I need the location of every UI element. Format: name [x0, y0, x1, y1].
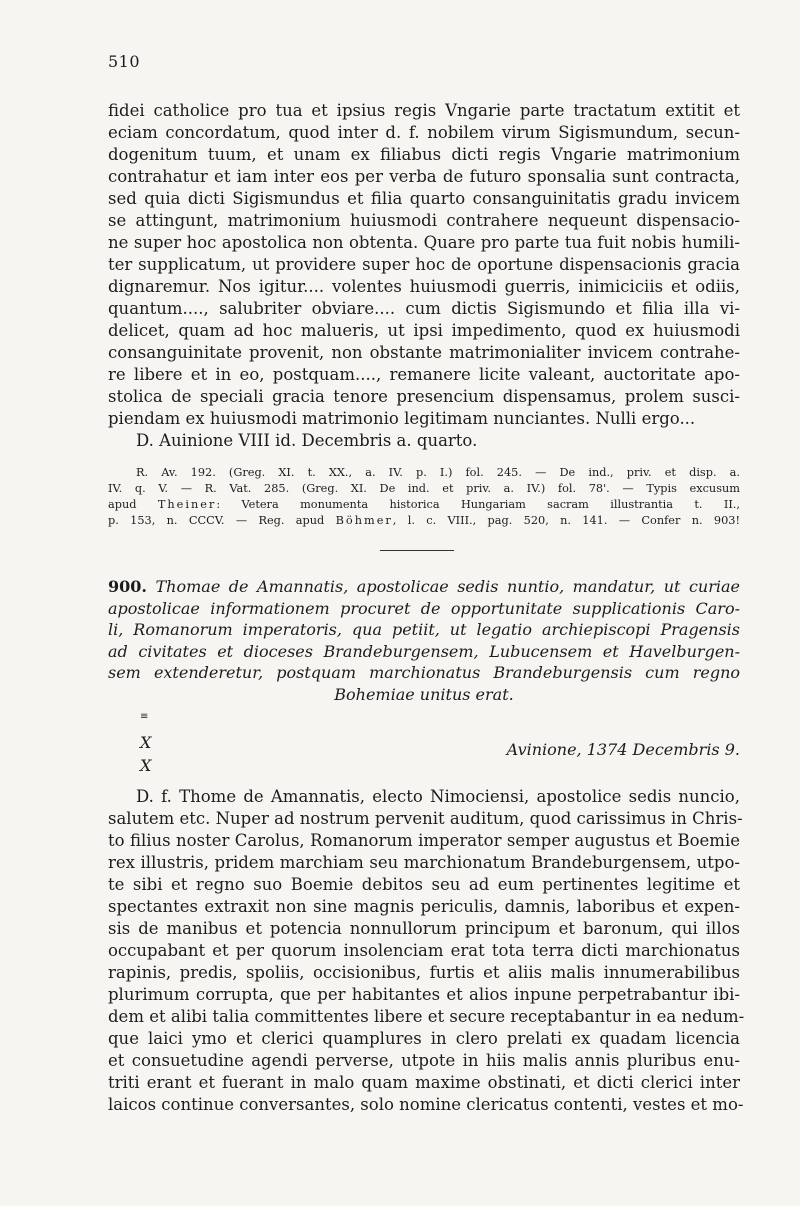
text-line: que laici ymo et clerici quamplures in clero prelati ex quadam licencia: [108, 1029, 740, 1048]
note-line: R. Av. 192. (Greg. XI. t. XX., a. IV. p. I.) fol. 245. — De ind., priv. et disp. a.: [136, 466, 740, 479]
main-text-block: [108, 100, 740, 452]
note-line: [108, 497, 740, 513]
letter-text-block: [108, 786, 745, 1116]
separator-rule: [380, 550, 454, 551]
text-line: se attingunt, matrimonium huiusmodi contrahere nequeunt dispensacio-: [108, 211, 740, 230]
text-line: sed quia dicti Sigismundus et filia quarto consanguinitatis gradu invicem: [108, 189, 740, 208]
place-and-date: Avinione, 1374 Decembris 9.: [506, 740, 740, 759]
heading-line: sem extenderetur, postquam marchionatus Brandeburgensis cum regno: [108, 663, 740, 682]
register-mark-x: X: [140, 756, 152, 775]
text-line: salutem etc. Nuper ad nostrum pervenit auditum, quod carissimus in Chris-: [108, 809, 743, 828]
dating-line: D. Auinione VIII id. Decembris a. quarto.: [136, 431, 478, 450]
note-line: IV. q. V. — R. Vat. 285. (Greg. XI. De ind. et priv. a. IV.) fol. 78'. — Typis excusum: [108, 482, 740, 495]
note-text: p. 153, n. CCCV. — Reg. apud: [108, 514, 336, 527]
text-line: to filius noster Carolus, Romanorum imperator semper augustus et Boemie: [108, 831, 740, 850]
text-line: piendam ex huiusmodi matrimonio legitimam nunciantes. Nulli ergo...: [108, 409, 696, 428]
author-name: Böhmer: [335, 514, 393, 527]
text-line: ter supplicatum, ut providere super hoc de oportune dispensacionis gracia: [108, 255, 740, 274]
text-line: plurimum corrupta, que per habitantes et alios inpune perpetrabantur ibi-: [108, 985, 740, 1004]
text-line: triti erant et fuerant in malo quam maxime obstinati, et dicti clerici inter: [108, 1073, 740, 1092]
text-line: spectantes extraxit non sine magnis periculis, damnis, laboribus et expen-: [108, 897, 740, 916]
document-number: 900.: [108, 577, 147, 596]
text-line: dogenitum tuum, et unam ex filiabus dicti regis Vngarie matrimonium: [108, 145, 740, 164]
note-line: [108, 513, 740, 529]
text-line: contrahatur et iam inter eos per verba de futuro sponsalia sunt contracta,: [108, 167, 740, 186]
text-line: occupabant et per quorum insolenciam erat tota terra dicti marchionatus: [108, 941, 740, 960]
text-line: laicos continue conversantes, solo nomine clericatus contenti, vestes et mo-: [108, 1095, 744, 1114]
text-line: consanguinitate provenit, non obstante matrimonialiter invicem contrahe-: [108, 343, 740, 362]
text-line: rex illustris, pridem marchiam seu marchionatum Brandeburgensem, utpo-: [108, 853, 740, 872]
heading-line: Bohemiae unitus erat.: [334, 684, 514, 704]
heading-line: li, Romanorum imperatoris, qua petiit, ut legatio archiepiscopi Pragensis: [108, 620, 740, 639]
heading-line: apostolicae informationem procuret de opportunitate supplicationis Caro-: [108, 598, 740, 618]
document-heading: [108, 576, 740, 705]
source-notes: [108, 465, 740, 529]
note-text: , l. c. VIII., pag. 520, n. 141. — Confer n. 903!: [392, 514, 741, 527]
text-line: re libere et in eo, postquam...., remanere licite valeant, auctoritate apo-: [108, 365, 740, 384]
text-line: stolica de speciali gracia tenore presencium dispensamus, prolem susci-: [108, 387, 740, 406]
text-line: eciam concordatum, quod inter d. f. nobilem virum Sigismundum, secun-: [108, 123, 740, 142]
heading-line: [108, 576, 740, 598]
text-line: te sibi et regno suo Boemie debitos seu ad eum pertinentes legitime et: [108, 875, 740, 894]
note-text: : Vetera monumenta historica Hungariam sacram illustrantia t. II.,: [216, 498, 740, 511]
text-line: D. f. Thome de Amannatis, electo Nimociensi, apostolice sedis nuncio,: [136, 787, 740, 806]
page-number: 510: [108, 52, 141, 71]
text-line: ne super hoc apostolica non obtenta. Quare pro parte tua fuit nobis humili-: [108, 233, 740, 252]
text-line: quantum...., salubriter obviare.... cum dictis Sigismundo et filia illa vi-: [108, 299, 740, 318]
text-line: fidei catholice pro tua et ipsius regis Vngarie parte tractatum extitit et: [108, 101, 740, 120]
heading-text: Thomae de Amannatis, apostolicae sedis nuntio, mandatur, ut curiae: [155, 577, 741, 596]
author-name: Theiner: [157, 498, 217, 511]
register-mark-x: X: [140, 733, 152, 752]
text-line: et consuetudine agendi perverse, utpote in hiis malis annis pluribus enu-: [108, 1051, 740, 1070]
text-line: dignaremur. Nos igitur.... volentes huiusmodi guerris, inimiciciis et odiis,: [108, 277, 740, 296]
text-line: dem et alibi talia committentes libere et secure receptabantur in ea nedum-: [108, 1007, 745, 1026]
text-line: sis de manibus et potencia nonnullorum principum et baronum, qui illos: [108, 919, 740, 938]
heading-line: ad civitates et dioceses Brandeburgensem, Lubucensem et Havelburgen-: [108, 641, 740, 661]
triple-bar-mark: ≡: [140, 711, 149, 722]
note-text: apud: [108, 498, 158, 511]
text-line: delicet, quam ad hoc malueris, ut ipsi impedimento, quod ex huiusmodi: [108, 321, 740, 340]
text-line: rapinis, predis, spoliis, occisionibus, furtis et aliis malis innumerabilibus: [108, 963, 740, 982]
